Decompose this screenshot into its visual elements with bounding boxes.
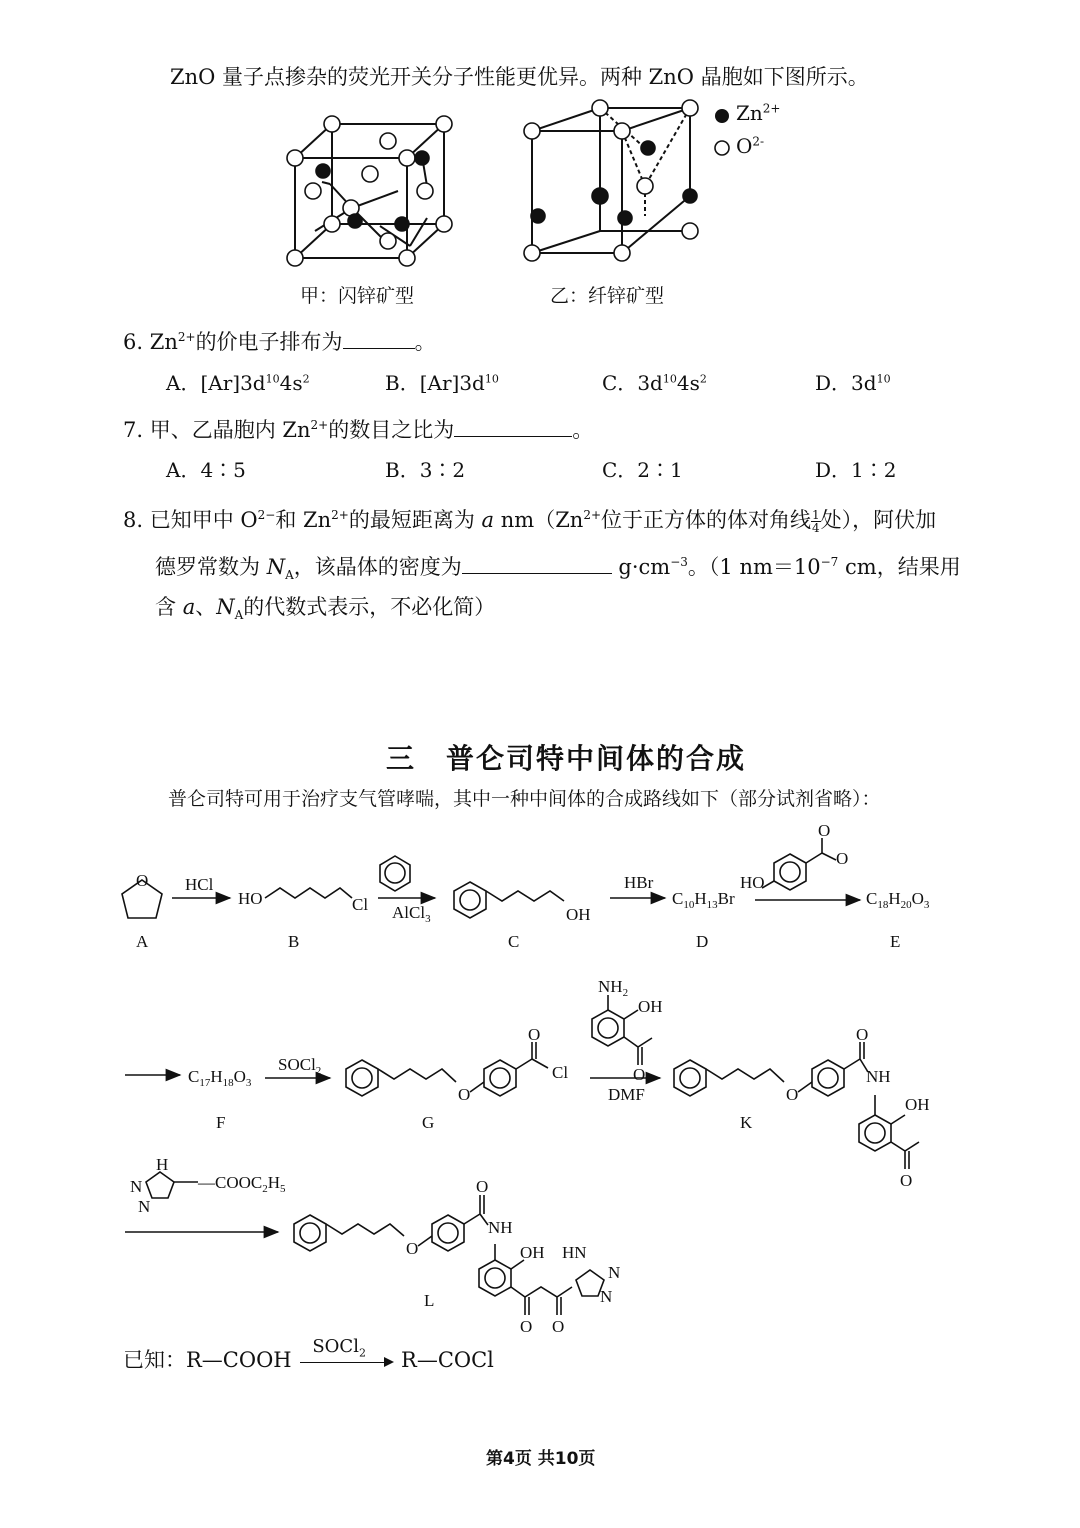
k-benzene-2 — [812, 1060, 844, 1096]
known-arrow — [298, 1335, 394, 1372]
l-nh: NH — [488, 1218, 513, 1237]
b-cl: Cl — [352, 895, 369, 914]
reagent-hcl: HCl — [185, 875, 214, 894]
l-tetrazole-n2: N — [600, 1287, 613, 1306]
g-benzene-2 — [484, 1060, 516, 1096]
q6-option-b[interactable]: B．$[Ar]3d^{10}$ — [385, 371, 499, 395]
compound-label-l: L — [424, 1291, 435, 1310]
l-benzene-3 — [479, 1260, 511, 1296]
k-benzene-3 — [859, 1115, 891, 1151]
compound-label-b: B — [288, 932, 300, 951]
page-number: 第4页 共10页 — [486, 1449, 596, 1469]
l-carbonyl-o: O — [476, 1177, 489, 1196]
k-reagent-nh2: $NH_2$ — [598, 977, 629, 999]
l-benzene-1 — [294, 1215, 326, 1251]
tetrazole-h: H — [156, 1155, 169, 1174]
reagent-alcl3: AlCl$_3$ — [392, 903, 431, 925]
phenol-ho: HO — [740, 873, 765, 892]
acid-oh-o: O — [836, 849, 849, 868]
wurtzite-cell — [532, 108, 690, 253]
reagent-dmf: DMF — [608, 1085, 645, 1104]
reagent-hbr: HBr — [624, 873, 654, 892]
k-reagent-oh: OH — [638, 997, 663, 1016]
k-nh: NH — [866, 1067, 891, 1086]
compound-label-f: F — [216, 1113, 226, 1132]
compound-label-e: E — [890, 932, 901, 951]
l-o: O — [406, 1239, 419, 1258]
question-8-line1: 8. 已知甲中 $O^{2-}$和 $Zn^{2+}$的最短距离为 a $nm(Zn^{2+}$位于正方体的体对角线 $\frac{1}{4}$ 处），阿伏加 — [123, 508, 937, 535]
q6-option-a[interactable]: A．$[Ar]3d^{10}4s^2$ — [166, 371, 310, 395]
q7-option-b[interactable]: B．3∶2 — [385, 458, 466, 482]
aminophenol-ring — [592, 1010, 624, 1046]
q6-option-c[interactable]: C．$3d^{10}4s^2$ — [602, 371, 707, 395]
formula-f: $C_{17}H_{18}O_3$ — [188, 1067, 252, 1089]
q7-option-a[interactable]: A．4∶5 — [166, 458, 246, 482]
tetrazole-n2: N — [138, 1197, 151, 1216]
section-intro: 普仑司特可用于治疗支气管哮喘，其中一种中间体的合成路线如下（部分试剂省略）： — [168, 788, 881, 810]
tetrazole-ester: $—COOC_2H_5$ — [198, 1173, 286, 1195]
fraction-one-quarter: $\frac{1}{4}$ — [812, 508, 820, 535]
tetrazole-reagent — [146, 1172, 174, 1198]
b-ho: HO — [238, 889, 263, 908]
question-8-line2: 德罗常数为 $N_A$，该晶体的密度为 $g\cdot cm^{-3}$。（1 $nm=10^{-7}$ cm，结果用 — [155, 555, 961, 583]
question-7: 7. 甲、乙晶胞内 $Zn^{2+}$的数目之比为 。 — [123, 418, 594, 442]
tetrazole-n1: N — [130, 1177, 143, 1196]
l-oh: OH — [520, 1243, 545, 1262]
caption-zincblende: 甲：闪锌矿型 — [300, 285, 415, 307]
legend-o: $O^{2-}$ — [736, 134, 765, 158]
compound-label-c: C — [508, 932, 520, 951]
intro-text: ZnO 量子点掺杂的荧光开关分子性能更优异。两种 ZnO 晶胞如下图所示。 — [170, 65, 869, 89]
k-reagent-o: O — [633, 1065, 646, 1084]
q7-option-c[interactable]: C．2∶1 — [602, 458, 683, 482]
formula-e: $C_{18}H_{20}O_3$ — [866, 889, 930, 911]
compound-label-d: D — [696, 932, 709, 951]
known-reaction: 已知：R—COOH SOCl$_2$ R—COCl — [123, 1345, 494, 1375]
compound-label-a: A — [136, 932, 149, 951]
l-benzene-2 — [432, 1215, 464, 1251]
formula-d: $C_{10}H_{13}Br$ — [672, 889, 735, 911]
k-benzene-1 — [674, 1060, 706, 1096]
acid-o: O — [818, 821, 831, 840]
caption-wurtzite: 乙：纤锌矿型 — [550, 285, 665, 307]
legend-zn: $Zn^{2+}$ — [736, 101, 781, 125]
phenol-acid-ring — [774, 854, 806, 890]
l-hn: HN — [562, 1243, 587, 1262]
answer-blank-6[interactable] — [343, 330, 415, 349]
question-8-line3: 含 a、$N_A$的代数式表示，不必化简） — [155, 595, 496, 623]
synthesis-scheme — [100, 820, 980, 1340]
figure-legend — [715, 109, 729, 155]
b-chain — [265, 888, 352, 898]
compound-label-g: G — [422, 1113, 435, 1132]
g-cl: Cl — [552, 1063, 569, 1082]
l-ketone-o2: O — [552, 1317, 565, 1336]
q6-option-d[interactable]: D．$3d^{10}$ — [815, 371, 891, 395]
g-carbonyl-o: O — [528, 1025, 541, 1044]
known-reagent: SOCl$_2$ — [312, 1335, 366, 1360]
reagent-socl2: SOCl$_2$ — [278, 1055, 322, 1077]
l-tetrazole-n1: N — [608, 1263, 621, 1282]
q7-option-d[interactable]: D．1∶2 — [815, 458, 897, 482]
k-o: O — [786, 1085, 799, 1104]
k-oh: OH — [905, 1095, 930, 1114]
l-ketone-o1: O — [520, 1317, 533, 1336]
question-6: 6. $Zn^{2+}$的价电子排布为 。 — [123, 330, 436, 354]
compound-label-k: K — [740, 1113, 753, 1132]
g-benzene-1 — [346, 1060, 378, 1096]
section-title: 三 普仑司特中间体的合成 — [386, 742, 747, 775]
c-chain — [486, 891, 564, 901]
k-ketone-o: O — [900, 1171, 913, 1190]
answer-blank-8[interactable] — [462, 555, 612, 574]
answer-blank-7[interactable] — [454, 418, 572, 437]
thf-o: O — [136, 871, 149, 890]
c-oh: OH — [566, 905, 591, 924]
c-benzene — [454, 882, 486, 918]
k-carbonyl-o: O — [856, 1025, 869, 1044]
g-o: O — [458, 1085, 471, 1104]
